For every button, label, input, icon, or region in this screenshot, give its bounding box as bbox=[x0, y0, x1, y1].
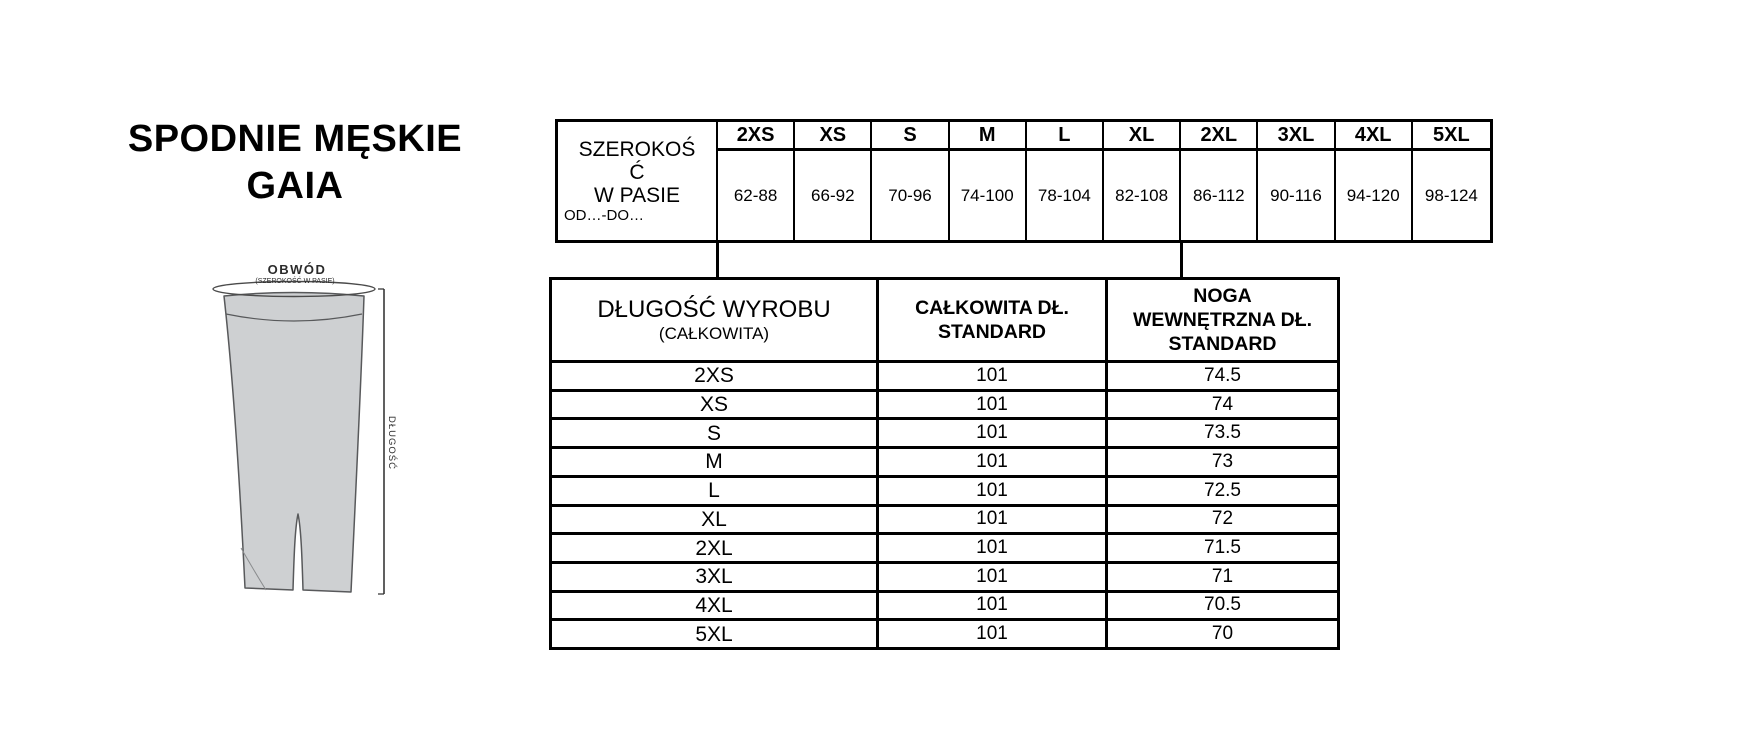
row-inner-cell: 71.5 bbox=[1105, 532, 1337, 561]
page-title bbox=[95, 116, 495, 210]
row-total-cell: 101 bbox=[876, 389, 1105, 418]
size-header-cell: XS bbox=[795, 122, 872, 151]
table-connector-line-left bbox=[716, 243, 719, 277]
row-size-cell: 2XS bbox=[552, 360, 876, 389]
col3-header-line1: NOGA bbox=[1193, 285, 1252, 307]
row-size-cell: L bbox=[552, 475, 876, 504]
size-header-cell: XL bbox=[1104, 122, 1181, 151]
row-inner-cell: 71 bbox=[1105, 561, 1337, 590]
size-header-cell: M bbox=[950, 122, 1027, 151]
row-inner-cell: 70 bbox=[1105, 618, 1337, 647]
row-size-cell: XL bbox=[552, 504, 876, 533]
waist-range-cell: 98-124 bbox=[1424, 185, 1478, 205]
row-size-cell: 4XL bbox=[552, 590, 876, 619]
col3-header-line3: STANDARD bbox=[1168, 333, 1277, 355]
table-connector-line-right bbox=[1180, 243, 1183, 277]
waist-range-cell: 90-116 bbox=[1258, 151, 1335, 240]
waist-range-cell: 82-108 bbox=[1104, 151, 1181, 240]
row-total-cell: 101 bbox=[876, 475, 1105, 504]
length-table-col2-header bbox=[876, 280, 1105, 360]
pants-diagram-svg bbox=[170, 256, 435, 606]
page-title-line2: GAIA bbox=[246, 165, 344, 207]
corner-line2: Ć bbox=[629, 160, 645, 184]
waist-range-cell: 62-88 bbox=[718, 151, 795, 240]
length-label: DŁUGOŚĆ bbox=[386, 416, 397, 470]
row-inner-cell: 72.5 bbox=[1105, 475, 1337, 504]
waist-label: OBWÓD bbox=[267, 262, 327, 277]
size-header-cell: 2XL bbox=[1181, 122, 1258, 151]
row-total-cell: 101 bbox=[876, 417, 1105, 446]
waist-range-cell: 74-100 bbox=[950, 151, 1027, 240]
col2-header-line1: CAŁKOWITA DŁ. bbox=[915, 297, 1069, 319]
col1-header-line1: DŁUGOŚĆ WYROBU bbox=[597, 296, 831, 323]
col3-header-line2: WEWNĘTRZNA DŁ. bbox=[1132, 309, 1313, 331]
size-header-cell: 2XS bbox=[718, 122, 795, 151]
row-total-cell: 101 bbox=[876, 360, 1105, 389]
row-total-cell: 101 bbox=[876, 504, 1105, 533]
row-inner-cell: 74.5 bbox=[1105, 360, 1337, 389]
row-size-cell: S bbox=[552, 417, 876, 446]
waist-range-cell: 66-92 bbox=[795, 151, 872, 240]
col1-header-line2: (CAŁKOWITA) bbox=[658, 324, 770, 343]
length-table-col3-header bbox=[1105, 280, 1337, 360]
waist-sublabel: (SZEROKOŚĆ W PASIE) bbox=[255, 278, 335, 285]
corner-line3: W PASIE bbox=[594, 183, 680, 207]
row-inner-cell: 72 bbox=[1105, 504, 1337, 533]
row-size-cell: M bbox=[552, 446, 876, 475]
page-title-line1: SPODNIE MĘSKIE bbox=[127, 118, 463, 160]
waist-range-cell: 94-120 bbox=[1336, 151, 1413, 240]
row-total-cell: 101 bbox=[876, 590, 1105, 619]
waist-range-cell: 86-112 bbox=[1181, 151, 1258, 240]
row-inner-cell: 73 bbox=[1105, 446, 1337, 475]
corner-line4: OD…-DO… bbox=[564, 206, 644, 224]
row-inner-cell: 70.5 bbox=[1105, 590, 1337, 619]
waist-range-cell: 78-104 bbox=[1027, 151, 1104, 240]
row-total-cell: 101 bbox=[876, 618, 1105, 647]
row-size-cell: XS bbox=[552, 389, 876, 418]
pants-diagram bbox=[170, 256, 435, 606]
waist-range-cell: 70-96 bbox=[872, 151, 949, 240]
row-total-cell: 101 bbox=[876, 561, 1105, 590]
waist-width-table bbox=[555, 119, 1493, 243]
size-header-cell: 5XL bbox=[1413, 122, 1490, 151]
corner-line1: SZEROKOŚ bbox=[578, 137, 696, 161]
size-header-cell: L bbox=[1027, 122, 1104, 151]
row-inner-cell: 73.5 bbox=[1105, 417, 1337, 446]
size-header-cell: 3XL bbox=[1258, 122, 1335, 151]
row-inner-cell: 74 bbox=[1105, 389, 1337, 418]
col2-header-line2: STANDARD bbox=[938, 321, 1046, 343]
length-table bbox=[549, 277, 1340, 650]
row-total-cell: 101 bbox=[876, 446, 1105, 475]
row-size-cell: 5XL bbox=[552, 618, 876, 647]
row-total-cell: 101 bbox=[876, 532, 1105, 561]
row-size-cell: 2XL bbox=[552, 532, 876, 561]
length-table-col1-header bbox=[552, 280, 876, 360]
row-size-cell: 3XL bbox=[552, 561, 876, 590]
size-header-cell: S bbox=[872, 122, 949, 151]
waist-table-corner-header bbox=[558, 122, 718, 240]
size-header-cell: 4XL bbox=[1336, 122, 1413, 151]
pants-shape bbox=[224, 293, 364, 593]
